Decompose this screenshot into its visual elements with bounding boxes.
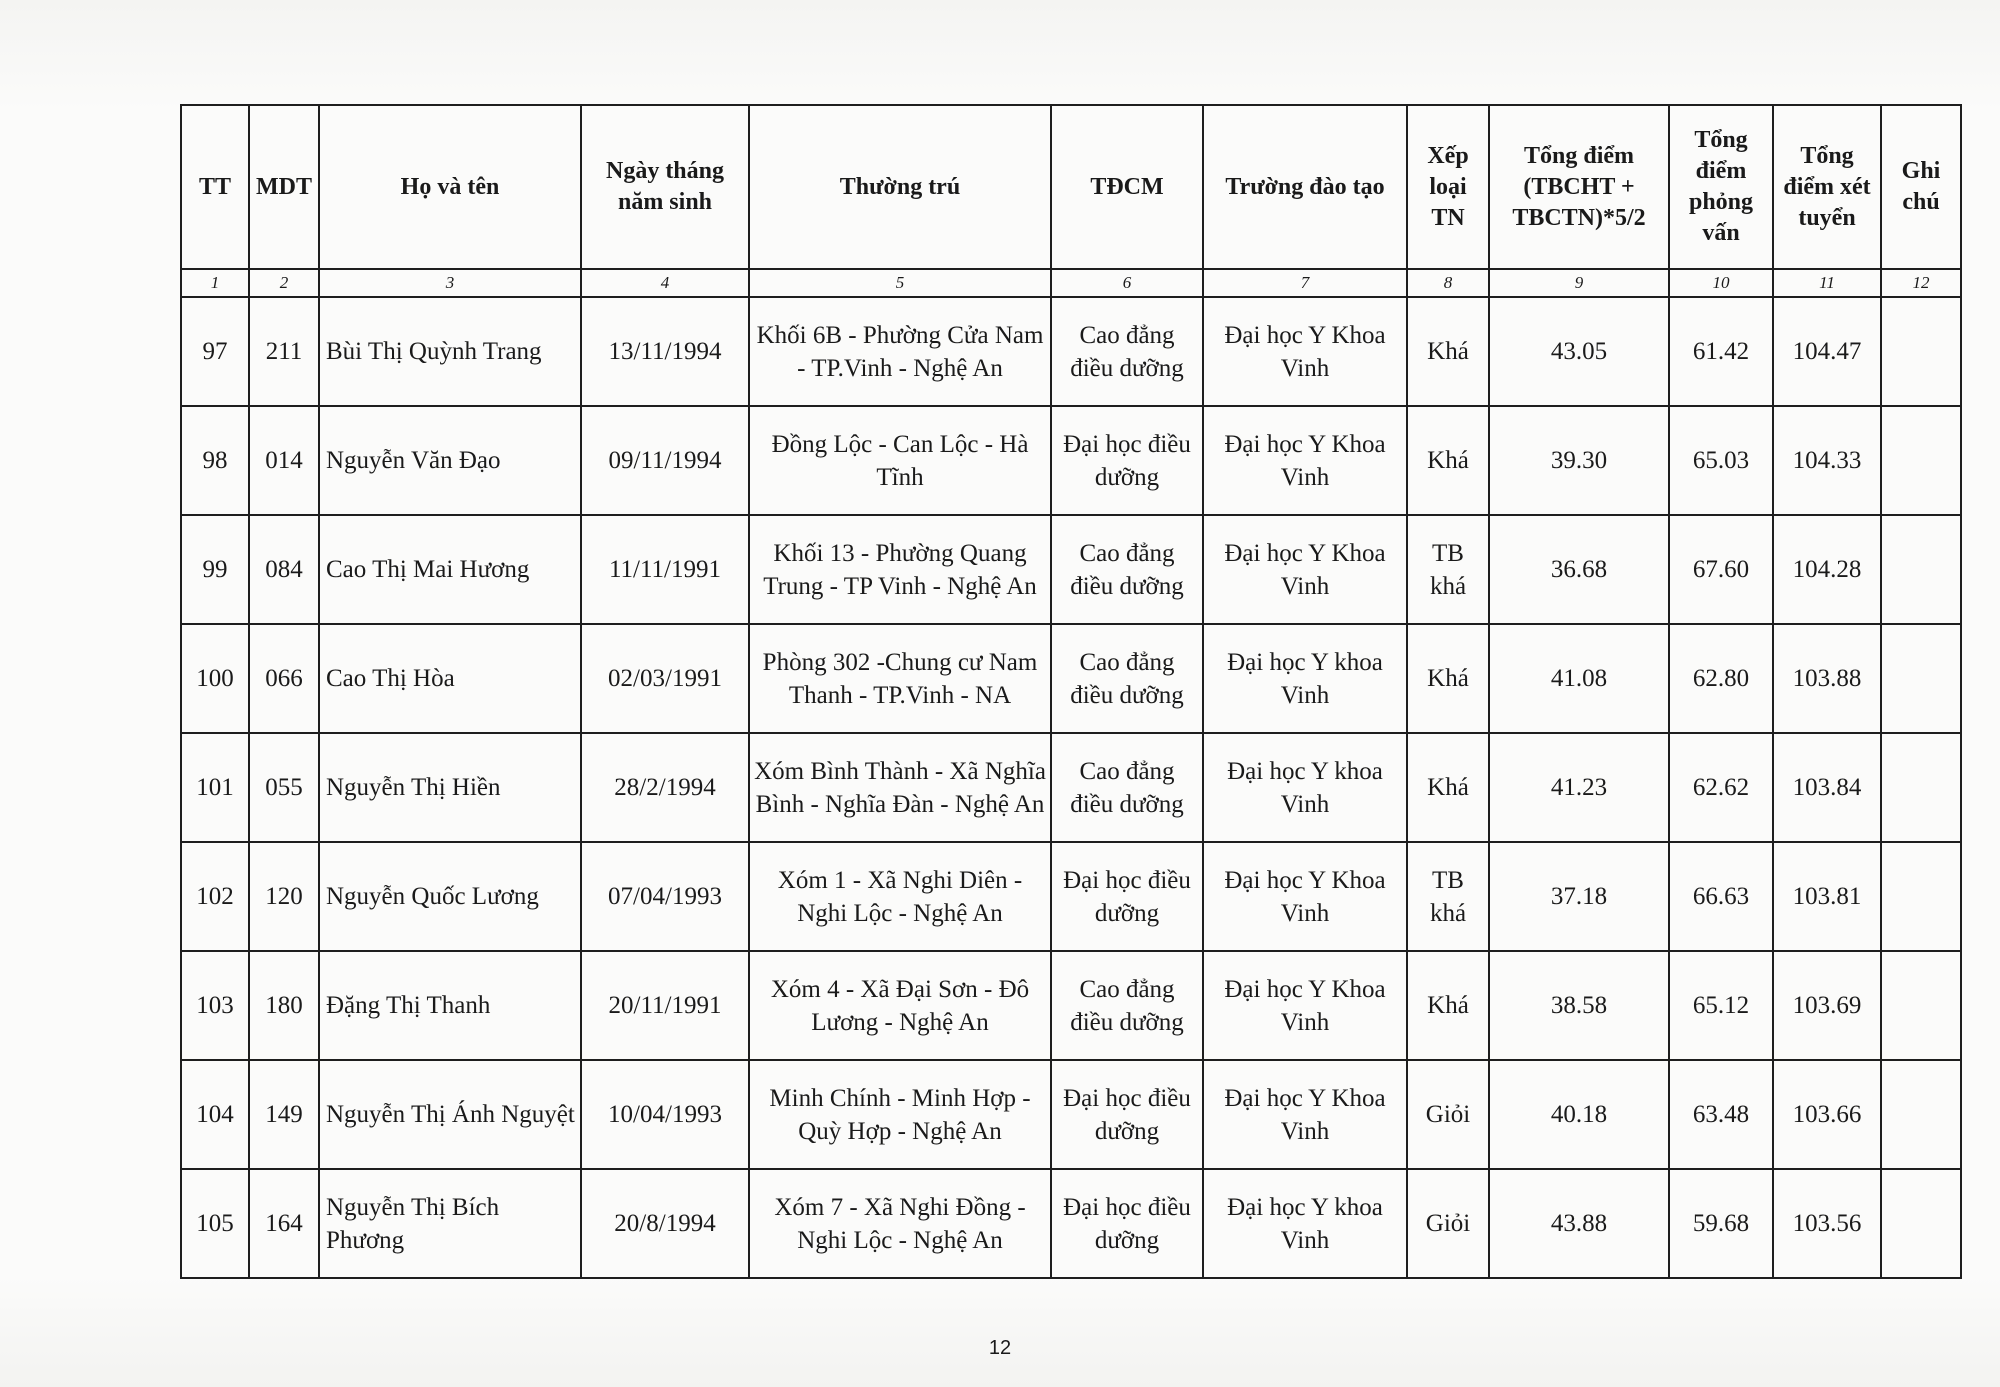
cell-col-birth-date: 07/04/1993 — [581, 842, 749, 951]
cell-col-full-name: Nguyễn Thị Bích Phương — [319, 1169, 581, 1278]
cell-col-training-school: Đại học Y khoa Vinh — [1203, 1169, 1407, 1278]
cell-col-tt: 99 — [181, 515, 249, 624]
cell-col-admission-score: 104.33 — [1773, 406, 1881, 515]
column-number-col-total-score: 9 — [1489, 269, 1669, 297]
cell-col-training-school: Đại học Y Khoa Vinh — [1203, 951, 1407, 1060]
candidate-ranking-table — [180, 104, 1962, 1279]
header-col-qualification: TĐCM — [1051, 105, 1203, 269]
cell-col-tt: 101 — [181, 733, 249, 842]
cell-col-birth-date: 28/2/1994 — [581, 733, 749, 842]
cell-col-training-school: Đại học Y Khoa Vinh — [1203, 1060, 1407, 1169]
column-number-col-birth-date: 4 — [581, 269, 749, 297]
column-number-col-qualification: 6 — [1051, 269, 1203, 297]
cell-col-birth-date: 13/11/1994 — [581, 297, 749, 406]
cell-col-tt: 104 — [181, 1060, 249, 1169]
cell-col-tt: 105 — [181, 1169, 249, 1278]
cell-col-residence: Xóm 4 - Xã Đại Sơn - Đô Lương - Nghệ An — [749, 951, 1051, 1060]
cell-col-admission-score: 103.81 — [1773, 842, 1881, 951]
cell-col-training-school: Đại học Y Khoa Vinh — [1203, 515, 1407, 624]
table-row — [181, 406, 1961, 515]
cell-col-mdt: 164 — [249, 1169, 319, 1278]
cell-col-total-score: 43.88 — [1489, 1169, 1669, 1278]
cell-col-mdt: 211 — [249, 297, 319, 406]
header-col-notes: Ghi chú — [1881, 105, 1961, 269]
cell-col-full-name: Nguyễn Thị Ánh Nguyệt — [319, 1060, 581, 1169]
cell-col-notes — [1881, 624, 1961, 733]
header-col-total-score: Tổng điểm (TBCHT + TBCTN)*5/2 — [1489, 105, 1669, 269]
header-col-tt: TT — [181, 105, 249, 269]
cell-col-training-school: Đại học Y Khoa Vinh — [1203, 842, 1407, 951]
cell-col-qualification: Đại học điều dưỡng — [1051, 842, 1203, 951]
cell-col-qualification: Đại học điều dưỡng — [1051, 1060, 1203, 1169]
column-number-col-admission-score: 11 — [1773, 269, 1881, 297]
cell-col-qualification: Đại học điều dưỡng — [1051, 406, 1203, 515]
cell-col-grade: Giỏi — [1407, 1169, 1489, 1278]
cell-col-residence: Xóm 1 - Xã Nghi Diên - Nghi Lộc - Nghệ An — [749, 842, 1051, 951]
header-col-admission-score: Tổng điểm xét tuyển — [1773, 105, 1881, 269]
cell-col-grade: Khá — [1407, 624, 1489, 733]
cell-col-admission-score: 103.66 — [1773, 1060, 1881, 1169]
cell-col-full-name: Nguyễn Quốc Lương — [319, 842, 581, 951]
cell-col-admission-score: 103.56 — [1773, 1169, 1881, 1278]
cell-col-notes — [1881, 842, 1961, 951]
cell-col-admission-score: 103.69 — [1773, 951, 1881, 1060]
cell-col-residence: Đồng Lộc - Can Lộc - Hà Tĩnh — [749, 406, 1051, 515]
cell-col-full-name: Bùi Thị Quỳnh Trang — [319, 297, 581, 406]
cell-col-total-score: 36.68 — [1489, 515, 1669, 624]
column-number-col-notes: 12 — [1881, 269, 1961, 297]
cell-col-full-name: Cao Thị Hòa — [319, 624, 581, 733]
cell-col-total-score: 38.58 — [1489, 951, 1669, 1060]
cell-col-admission-score: 103.84 — [1773, 733, 1881, 842]
column-number-col-interview-score: 10 — [1669, 269, 1773, 297]
cell-col-interview-score: 67.60 — [1669, 515, 1773, 624]
cell-col-residence: Xóm 7 - Xã Nghi Đồng - Nghi Lộc - Nghệ An — [749, 1169, 1051, 1278]
header-col-grade: Xếp loại TN — [1407, 105, 1489, 269]
cell-col-qualification: Cao đẳng điều dưỡng — [1051, 624, 1203, 733]
cell-col-mdt: 066 — [249, 624, 319, 733]
cell-col-mdt: 014 — [249, 406, 319, 515]
cell-col-qualification: Cao đẳng điều dưỡng — [1051, 951, 1203, 1060]
cell-col-grade: Khá — [1407, 951, 1489, 1060]
cell-col-training-school: Đại học Y Khoa Vinh — [1203, 297, 1407, 406]
cell-col-admission-score: 104.47 — [1773, 297, 1881, 406]
table-row — [181, 1060, 1961, 1169]
cell-col-mdt: 120 — [249, 842, 319, 951]
header-row — [181, 105, 1961, 269]
table-row — [181, 733, 1961, 842]
cell-col-grade: TB khá — [1407, 515, 1489, 624]
page-number: 12 — [988, 1337, 1012, 1359]
cell-col-grade: Giỏi — [1407, 1060, 1489, 1169]
cell-col-interview-score: 65.03 — [1669, 406, 1773, 515]
cell-col-qualification: Cao đẳng điều dưỡng — [1051, 515, 1203, 624]
cell-col-full-name: Cao Thị Mai Hương — [319, 515, 581, 624]
column-number-col-training-school: 7 — [1203, 269, 1407, 297]
cell-col-mdt: 180 — [249, 951, 319, 1060]
cell-col-tt: 98 — [181, 406, 249, 515]
table-row — [181, 1169, 1961, 1278]
cell-col-notes — [1881, 951, 1961, 1060]
cell-col-notes — [1881, 406, 1961, 515]
cell-col-tt: 100 — [181, 624, 249, 733]
cell-col-interview-score: 65.12 — [1669, 951, 1773, 1060]
cell-col-tt: 97 — [181, 297, 249, 406]
cell-col-grade: Khá — [1407, 733, 1489, 842]
cell-col-birth-date: 20/11/1991 — [581, 951, 749, 1060]
cell-col-birth-date: 20/8/1994 — [581, 1169, 749, 1278]
cell-col-birth-date: 10/04/1993 — [581, 1060, 749, 1169]
cell-col-total-score: 41.23 — [1489, 733, 1669, 842]
cell-col-interview-score: 61.42 — [1669, 297, 1773, 406]
cell-col-training-school: Đại học Y khoa Vinh — [1203, 733, 1407, 842]
cell-col-qualification: Cao đẳng điều dưỡng — [1051, 297, 1203, 406]
cell-col-residence: Xóm Bình Thành - Xã Nghĩa Bình - Nghĩa Đàn - Nghệ An — [749, 733, 1051, 842]
cell-col-qualification: Đại học điều dưỡng — [1051, 1169, 1203, 1278]
cell-col-residence: Khối 13 - Phường Quang Trung - TP Vinh - Nghệ An — [749, 515, 1051, 624]
cell-col-residence: Khối 6B - Phường Cửa Nam - TP.Vinh - Nghệ An — [749, 297, 1051, 406]
cell-col-residence: Phòng 302 -Chung cư Nam Thanh - TP.Vinh - NA — [749, 624, 1051, 733]
cell-col-notes — [1881, 733, 1961, 842]
cell-col-notes — [1881, 1169, 1961, 1278]
table-container — [180, 104, 1960, 1279]
header-col-birth-date: Ngày tháng năm sinh — [581, 105, 749, 269]
cell-col-interview-score: 62.62 — [1669, 733, 1773, 842]
table-row — [181, 624, 1961, 733]
cell-col-birth-date: 09/11/1994 — [581, 406, 749, 515]
cell-col-birth-date: 02/03/1991 — [581, 624, 749, 733]
cell-col-notes — [1881, 1060, 1961, 1169]
cell-col-total-score: 39.30 — [1489, 406, 1669, 515]
cell-col-admission-score: 104.28 — [1773, 515, 1881, 624]
cell-col-interview-score: 59.68 — [1669, 1169, 1773, 1278]
cell-col-mdt: 084 — [249, 515, 319, 624]
cell-col-full-name: Nguyễn Văn Đạo — [319, 406, 581, 515]
table-body — [181, 297, 1961, 1278]
table-row — [181, 951, 1961, 1060]
cell-col-birth-date: 11/11/1991 — [581, 515, 749, 624]
header-col-training-school: Trường đào tạo — [1203, 105, 1407, 269]
cell-col-training-school: Đại học Y Khoa Vinh — [1203, 406, 1407, 515]
column-number-col-full-name: 3 — [319, 269, 581, 297]
cell-col-total-score: 43.05 — [1489, 297, 1669, 406]
cell-col-full-name: Nguyễn Thị Hiền — [319, 733, 581, 842]
column-number-col-mdt: 2 — [249, 269, 319, 297]
table-row — [181, 297, 1961, 406]
cell-col-grade: Khá — [1407, 406, 1489, 515]
cell-col-residence: Minh Chính - Minh Hợp - Quỳ Hợp - Nghệ An — [749, 1060, 1051, 1169]
column-number-col-grade: 8 — [1407, 269, 1489, 297]
header-col-interview-score: Tổng điểm phỏng vấn — [1669, 105, 1773, 269]
header-col-full-name: Họ và tên — [319, 105, 581, 269]
cell-col-total-score: 37.18 — [1489, 842, 1669, 951]
header-col-mdt: MDT — [249, 105, 319, 269]
cell-col-interview-score: 62.80 — [1669, 624, 1773, 733]
cell-col-tt: 102 — [181, 842, 249, 951]
cell-col-tt: 103 — [181, 951, 249, 1060]
table-row — [181, 515, 1961, 624]
table-row — [181, 842, 1961, 951]
cell-col-admission-score: 103.88 — [1773, 624, 1881, 733]
cell-col-qualification: Cao đẳng điều dưỡng — [1051, 733, 1203, 842]
header-col-residence: Thường trú — [749, 105, 1051, 269]
cell-col-mdt: 149 — [249, 1060, 319, 1169]
cell-col-mdt: 055 — [249, 733, 319, 842]
column-number-col-tt: 1 — [181, 269, 249, 297]
cell-col-grade: Khá — [1407, 297, 1489, 406]
column-number-col-residence: 5 — [749, 269, 1051, 297]
cell-col-total-score: 40.18 — [1489, 1060, 1669, 1169]
cell-col-full-name: Đặng Thị Thanh — [319, 951, 581, 1060]
cell-col-grade: TB khá — [1407, 842, 1489, 951]
cell-col-notes — [1881, 297, 1961, 406]
cell-col-interview-score: 66.63 — [1669, 842, 1773, 951]
cell-col-interview-score: 63.48 — [1669, 1060, 1773, 1169]
cell-col-total-score: 41.08 — [1489, 624, 1669, 733]
column-number-row — [181, 269, 1961, 297]
cell-col-notes — [1881, 515, 1961, 624]
cell-col-training-school: Đại học Y khoa Vinh — [1203, 624, 1407, 733]
